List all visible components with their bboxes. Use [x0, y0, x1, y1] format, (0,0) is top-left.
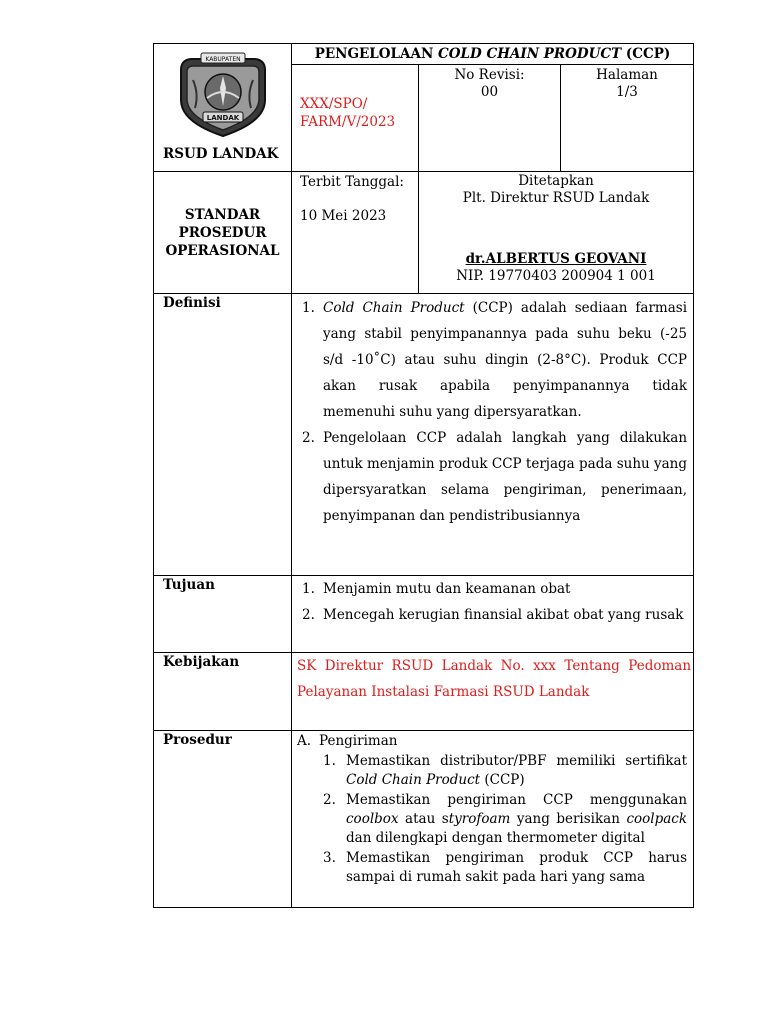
tujuan-body	[292, 576, 694, 653]
document-code: XXX/SPO/ FARM/V/2023	[292, 65, 419, 172]
svg-text:KABUPATEN: KABUPATEN	[204, 56, 241, 63]
list-item: 1. Memastikan distributor/PBF memiliki sertifikat Cold Chain Product (CCP)	[323, 753, 688, 788]
list-item: 2. Mencegah kerugian finansial akibat obat yang rusak	[302, 607, 684, 623]
revision-label: No Revisi:	[454, 67, 525, 83]
list-item: 3. Memastikan pengiriman produk CCP harus sampai di rumah sakit pada hari yang sama	[323, 850, 688, 885]
approved-label: Ditetapkan	[518, 173, 594, 189]
page-value: 1/3	[616, 84, 638, 100]
prosedur-label: Prosedur	[154, 731, 292, 908]
kebijakan-label: Kebijakan	[154, 653, 292, 731]
page-label: Halaman	[596, 67, 658, 83]
list-item: 2. Pengelolaan CCP adalah langkah yang dilakukan untuk menjamin produk CCP terjaga pada suhu yang dipersyaratkan selama pengiriman, penerimaan, penyimpanan dan pendistribusiannya	[302, 430, 688, 524]
revision-cell	[419, 65, 561, 172]
document-title: PENGELOLAAN COLD CHAIN PRODUCT (CCP)	[292, 44, 694, 65]
approved-by: Plt. Direktur RSUD Landak	[462, 190, 650, 206]
definisi-body	[292, 294, 694, 576]
section-heading: A. Pengiriman	[297, 733, 398, 749]
list-item: 2. Memastikan pengiriman CCP menggunakan coolbox atau styrofoam yang berisikan coolpack dan dilengkapi dengan thermometer digital	[323, 792, 688, 846]
sop-document	[153, 43, 693, 908]
approval-cell	[419, 172, 694, 294]
list-item: 1. Menjamin mutu dan keamanan obat	[302, 581, 571, 597]
kebijakan-body: SK Direktur RSUD Landak No. xxx Tentang Pedoman Pelayanan Instalasi Farmasi RSUD Landak	[292, 653, 694, 731]
signer-name: dr.ALBERTUS GEOVANI	[465, 251, 647, 267]
signer-nip: NIP. 19770403 200904 1 001	[456, 268, 656, 284]
tujuan-label: Tujuan	[154, 576, 292, 653]
hospital-logo-icon	[171, 50, 275, 140]
issued-cell	[292, 172, 419, 294]
prosedur-body	[292, 731, 694, 908]
list-item: 1. Cold Chain Product (CCP) adalah sediaan farmasi yang stabil penyimpanannya pada suhu beku (-25 s/d -10˚C) atau suhu dingin (2-8°C). Produk CCP akan rusak apabila penyimpanannya tidak memenuhi suhu yang dipersyaratkan.	[302, 300, 688, 420]
revision-value: 00	[480, 84, 499, 100]
issued-date: 10 Mei 2023	[300, 208, 387, 224]
logo-cell	[154, 44, 292, 172]
page-cell	[561, 65, 694, 172]
sop-label: STANDAR PROSEDUR OPERASIONAL	[154, 172, 292, 294]
issued-label: Terbit Tanggal:	[300, 174, 404, 190]
hospital-name: RSUD LANDAK	[163, 146, 279, 162]
sop-table	[153, 43, 694, 908]
definisi-label: Definisi	[154, 294, 292, 576]
svg-text:LANDAK: LANDAK	[206, 114, 239, 122]
